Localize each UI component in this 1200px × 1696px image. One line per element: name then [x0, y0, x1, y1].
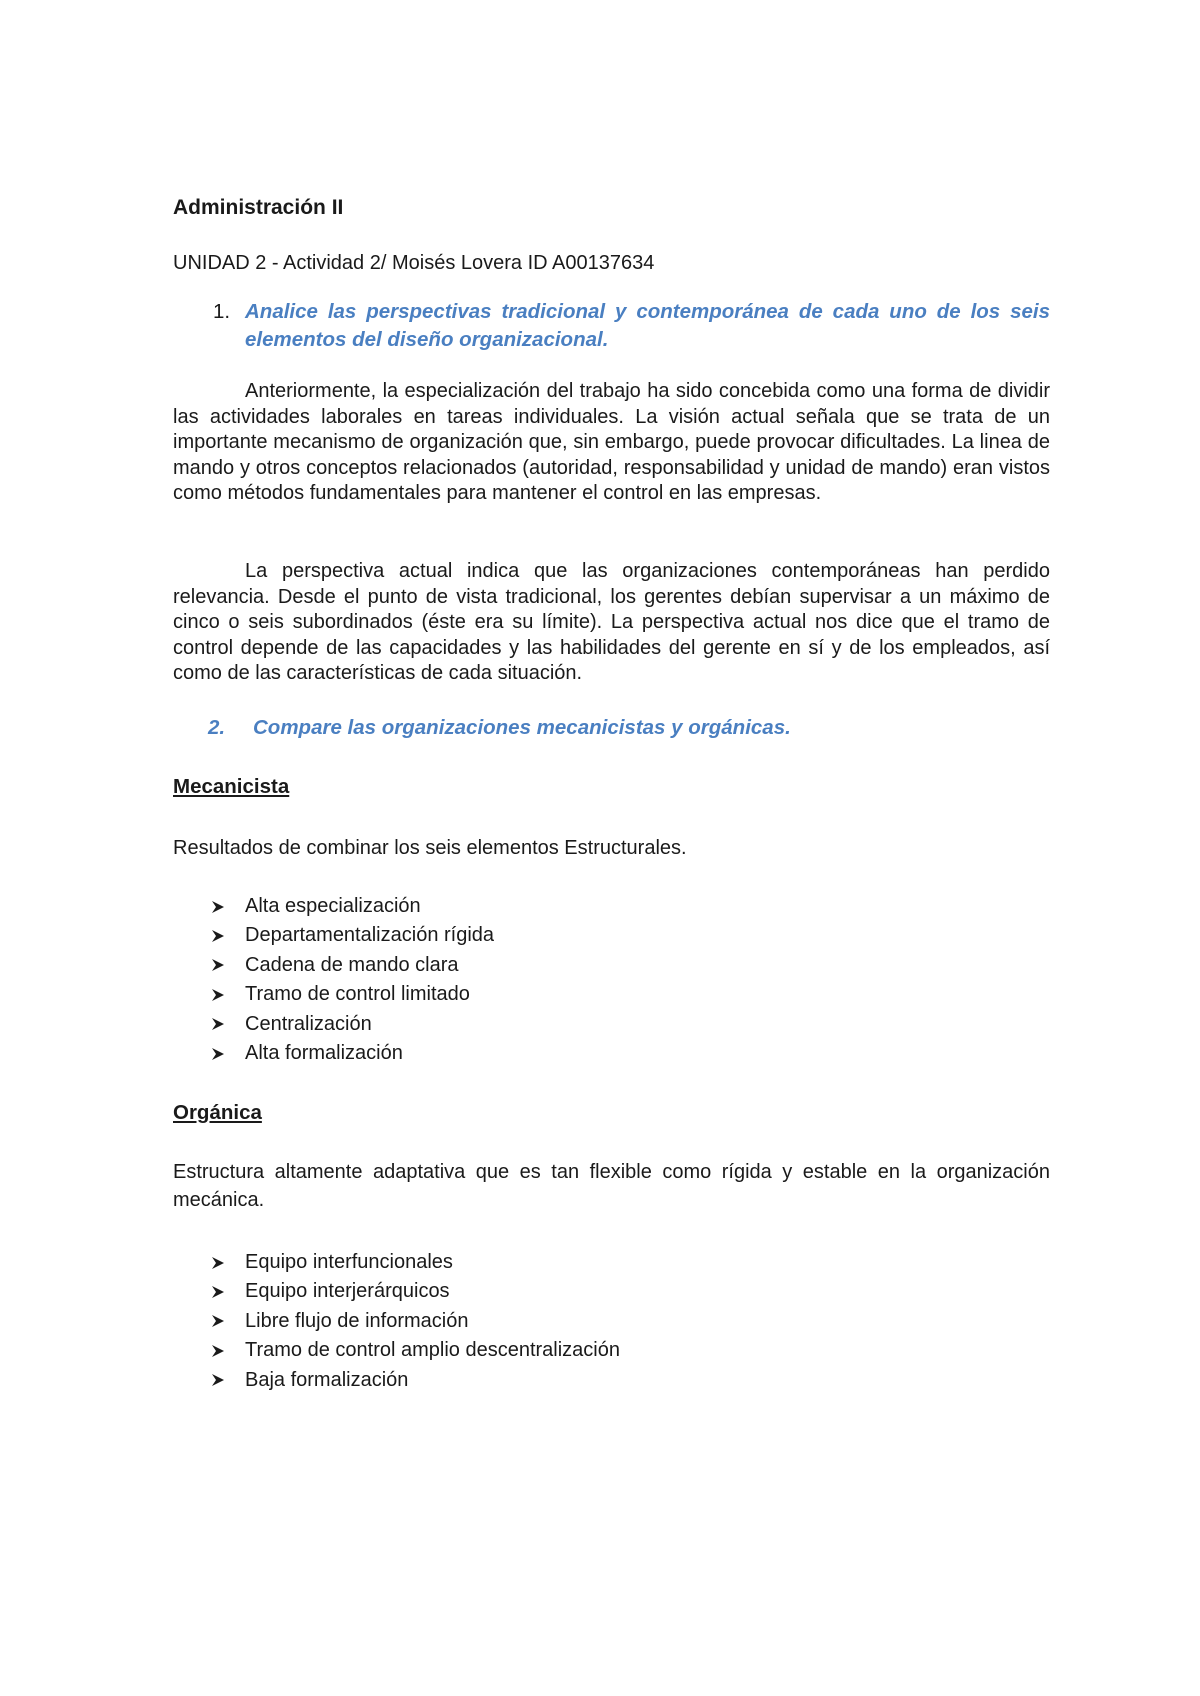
list-item: Libre flujo de información	[173, 1307, 620, 1336]
arrowhead-bullet-icon	[173, 1344, 245, 1358]
question-1-number: 1.	[213, 300, 231, 323]
list-item: Baja formalización	[173, 1366, 620, 1395]
intro-organica: Estructura altamente adaptativa que es tan flexible como rígida y estable en la organización mecánica.	[173, 1161, 1050, 1211]
list-item: Equipo interfuncionales	[173, 1248, 620, 1277]
question-2-number: 2.	[208, 716, 226, 739]
arrowhead-bullet-icon	[173, 1256, 245, 1270]
list-item: Alta especialización	[173, 892, 494, 921]
list-item: Departamentalización rígida	[173, 921, 494, 950]
question-2	[173, 716, 1050, 740]
arrowhead-bullet-icon	[173, 958, 245, 972]
document-subtitle: UNIDAD 2 - Actividad 2/ Moisés Lovera ID A00137634	[173, 252, 655, 274]
heading-organica: Orgánica	[173, 1101, 262, 1124]
arrowhead-bullet-icon	[173, 988, 245, 1002]
arrowhead-bullet-icon	[173, 1017, 245, 1031]
list-organica	[173, 1248, 620, 1395]
paragraph-2: La perspectiva actual indica que las organizaciones contemporáneas han perdido relevancia. Desde el punto de vista tradicional, los gerentes debían supervisar a un máximo de cinco o seis subordinados (éste era su límite). La perspectiva actual nos dice que el tramo de control depende de las capacidades y las habilidades del gerente en sí y de los empleados, así como de las características de cada situación.	[173, 560, 1050, 685]
question-1	[173, 298, 1050, 354]
arrowhead-bullet-icon	[173, 1285, 245, 1299]
question-2-text: Compare las organizaciones mecanicistas y orgánicas.	[253, 716, 791, 739]
list-item: Alta formalización	[173, 1039, 494, 1068]
list-item: Centralización	[173, 1010, 494, 1039]
question-1-text: Analice las perspectivas tradicional y contemporánea de cada uno de los seis elementos del diseño organizacional.	[245, 300, 1050, 351]
heading-mecanicista: Mecanicista	[173, 775, 290, 798]
arrowhead-bullet-icon	[173, 1373, 245, 1387]
list-item: Cadena de mando clara	[173, 951, 494, 980]
arrowhead-bullet-icon	[173, 929, 245, 943]
list-mecanicista	[173, 892, 494, 1068]
list-item: Equipo interjerárquicos	[173, 1277, 620, 1306]
list-item: Tramo de control limitado	[173, 980, 494, 1009]
intro-mecanicista: Resultados de combinar los seis elementos Estructurales.	[173, 837, 687, 859]
arrowhead-bullet-icon	[173, 900, 245, 914]
paragraph-1: Anteriormente, la especialización del trabajo ha sido concebida como una forma de dividir las actividades laborales en tareas individuales. La visión actual señala que se trata de un importante mecanismo de organización que, sin embargo, puede provocar dificultades. La linea de mando y otros conceptos relacionados (autoridad, responsabilidad y unidad de mando) eran vistos como métodos fundamentales para mantener el control en las empresas.	[173, 380, 1050, 505]
arrowhead-bullet-icon	[173, 1047, 245, 1061]
arrowhead-bullet-icon	[173, 1314, 245, 1328]
list-item: Tramo de control amplio descentralización	[173, 1336, 620, 1365]
document-title: Administración II	[173, 196, 344, 219]
